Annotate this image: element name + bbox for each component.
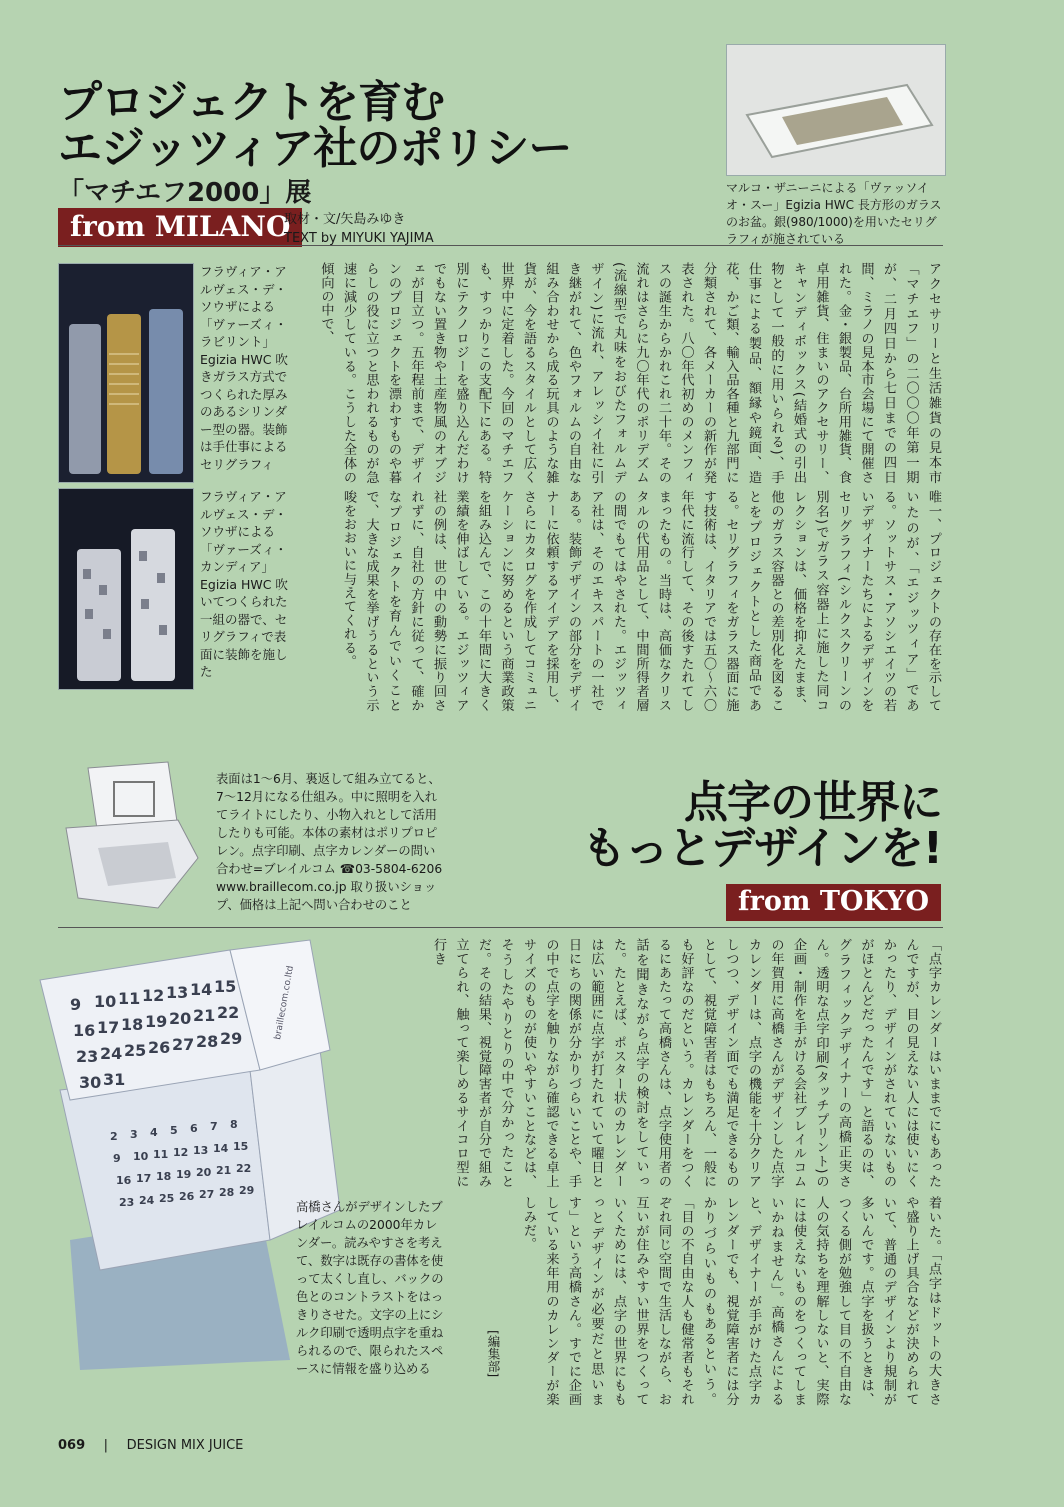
cube-day-number: 20 [169,1009,192,1028]
milano-title-line2: エジッツィア社のポリシー [58,123,572,175]
glass-tray-caption: マルコ・ザニーニによる「ヴァッソイオ・スー」Egizia HWC 長方形のガラスのお盆。銀(980/1000)を用いたセリグラフィが施されている [726,181,942,246]
cube-day-number: 18 [156,1170,172,1183]
credit-en: TEXT by MIYUKI YAJIMA [284,231,434,246]
cube-day-number: 2 [110,1130,118,1143]
glass-tray-photo [726,44,946,176]
cube-day-number: 17 [136,1172,152,1185]
milano-title [58,77,572,175]
cube-day-number: 19 [176,1168,192,1181]
milano-body-upper-cont [296,262,596,484]
cube-day-number: 22 [236,1162,252,1175]
cube-day-number: 14 [213,1142,229,1155]
cube-day-number: 26 [148,1038,171,1057]
cube-day-number: 14 [190,980,213,999]
candia-caption: フラヴィア・アルヴェス・デ・ソウザによる「ヴァーズィ・カンディア」Egizia HWC 吹いてつくられた一組の器で、セリグラフィで表面に装飾を施した [200,489,288,679]
cube-brand-text: braillecom.co.ltd [273,964,296,1041]
braille-box-photo [58,758,208,918]
page-footer [58,1438,243,1453]
milano-body-upper: アクセサリーと生活雑貨の見本市「マチエフ」の二〇〇〇年第一期が、二月四日から七日までの四日間、ミラノの見本市会場にて開催された。金・銀製品、台所用雑貨、食卓用雑貨、住まいのアクセサリー、キャンディボックス(結婚式の引出物として一般的に用いられる)、手仕事による製品、額縁や鏡面、造花、かご類、輸入品各種と九部門に分類されて、各メーカーの新作が発表された。八〇年代初めのメンフィスの誕生からかれこれ二十年。その流れはさらに九〇年代のポリデズム(流線型で丸味をおびたフォルムデザイン)に流れ、アレッシイ社に引き継がれて、色やフォルムの自由な組み合わせから成る玩具のような雑貨が、今を語るスタイルとして広く世界中に定着した。今回のマチエフも、すっかりこの支配下にある。特別にテクノロジーを盛り込んだわけでもない置き物や土産物風のオブジェが目立つ。五年程前まで、デザインのプロジェクトを漂わすものや暮らしの役に立つと思われるものが急速に減少している。こうした全体の傾向の中で、 [318,262,941,484]
cube-day-number: 18 [121,1015,144,1034]
cube-day-number: 24 [100,1044,123,1063]
tokyo-title-line2: もっとデザインを! [582,823,942,875]
cube-day-number: 13 [166,983,189,1002]
cube-day-number: 29 [220,1029,243,1048]
cube-day-number: 16 [73,1021,96,1040]
cube-day-number: 24 [139,1194,155,1207]
cube-day-number: 12 [173,1146,189,1159]
cube-day-number: 15 [214,977,237,996]
cube-day-number: 25 [124,1041,147,1060]
cube-day-number: 12 [142,986,165,1005]
from-tokyo-tag: from TOKYO [726,884,941,921]
cube-calendar-photo [40,940,340,1370]
cube-day-number: 8 [230,1118,238,1131]
milano-credit [284,210,434,248]
cube-day-number: 28 [196,1032,219,1051]
cube-day-number: 7 [210,1120,218,1133]
cube-day-number: 5 [170,1124,178,1137]
cube-day-number: 20 [196,1166,212,1179]
cube-day-number: 22 [217,1003,240,1022]
tokyo-title [582,777,942,875]
footer-separator: | [103,1438,109,1453]
cube-day-number: 23 [119,1196,135,1209]
tokyo-body-upper: 「点字カレンダーはいままでにもあったんですが、目の見えない人には使いにくかったり、デザインがされていないものがほとんどだったんです」と語るのは、グラフィックデザイナーの高橋正実さん。透明な点字印刷(タッチプリント)の企画・制作を手がける会社ブレイルコムの年賀用に高橋さんがデザインした点字カレンダーは、点字の機能を十分クリアしつつ、デザイン面でも満足できるものとして、視覚障害者はもちろん、一般にも好評なのだという。カレンダーをつくるにあたって高橋さんは、点字使用者の話を聞きながら点字の検討をしていった。たとえば、ポスター状のカレンダーは広い範囲に点字が打たれていて曜日と日にちの関係が分かりづらいことや、手の中で点字を触りながら確認できる卓上サイズのものが使いやすいことなどは、そうしたやりとりの中で分かったことだ。その結果、視覚障害者が自分で組み立てられ、触って楽しめるサイコロ型に行き [431,938,941,1188]
cube-day-number: 11 [118,989,141,1008]
cube-day-number: 26 [179,1190,195,1203]
cube-day-number: 28 [219,1186,235,1199]
cube-day-number: 10 [133,1150,149,1163]
cube-day-number: 21 [216,1164,232,1177]
tokyo-title-line1: 点字の世界に [684,777,942,828]
candia-vases-photo [58,488,194,690]
magazine-name: DESIGN MIX JUICE [126,1438,244,1453]
cube-day-number: 15 [233,1140,249,1153]
page-number: 069 [58,1438,86,1453]
cube-day-number: 23 [76,1047,99,1066]
cube-day-number: 21 [193,1006,216,1025]
cube-day-number: 10 [94,992,117,1011]
cube-day-number: 13 [193,1144,209,1157]
labirinto-vases-photo [58,263,194,483]
cube-day-number: 30 [79,1073,102,1092]
cube-day-number: 25 [159,1192,175,1205]
milano-title-line1: プロジェクトを育む [58,77,445,128]
milano-subtitle: 「マチエフ2000」展 [58,178,312,208]
credit-jp: 取材・文/矢島みゆき [284,212,406,227]
cube-day-number: 11 [153,1148,169,1161]
cube-day-number: 4 [150,1126,158,1139]
braille-box-caption: 表面は1〜6月、裏返して組み立てると、7〜12月になる仕組み。中に照明を入れてライトにしたり、小物入れとして活用したりも可能。本体の素材はポリプロピレン。点字印刷、点字カレンダーの問い合わせ=ブレイルコム ☎03-5804-6206 www.braillecom.co.jp 取り扱いショップ、価格は上記へ問い合わせのこと [216,772,443,912]
cube-day-number: 27 [172,1035,195,1054]
cube-day-number: 9 [70,995,82,1014]
from-milano-tag: from MILANO [58,208,302,247]
tokyo-body-lower: 着いた。「点字はドットの大きさや盛り上げ具合などが決められていて、普通のデザインより規制が多いんです。点字を扱うときは、つくる側が勉強して目の不自由な人の気持ちを理解しないと、実際には使えないものをつくってしまいかねません」。高橋さんによると、デザイナーが手がけた点字カレンダーでも、視覚障害者には分かりづらいものもあるという。「目の不自由な人も健常者もそれぞれ同じ空間で生活しながら、お互いが住みやすい世界をつくっていくためには、点字の世界にももっとデザインが必要だと思います」という高橋さん。すでに企画している来年用のカレンダーが楽しみだ。 [521,1196,941,1406]
cube-day-number: 9 [113,1152,121,1165]
cube-day-number: 27 [199,1188,215,1201]
labirinto-caption: フラヴィア・アルヴェス・デ・ソウザによる「ヴァーズィ・ラビリント」Egizia HWC 吹きガラス方式でつくられた厚みのあるシリンダー型の器。装飾は手仕事によるセリグラフィ [200,264,288,472]
cube-day-number: 17 [97,1018,120,1037]
cube-day-number: 6 [190,1122,198,1135]
editor-credit: [編集部] [486,1330,501,1378]
tokyo-divider [58,927,943,928]
cube-day-number: 29 [239,1184,255,1197]
cube-day-number: 31 [103,1070,126,1089]
cube-day-number: 3 [130,1128,138,1141]
cube-day-number: 16 [116,1174,132,1187]
cube-calendar-caption: 高橋さんがデザインしたブレイルコムの2000年カレンダー。読みやすさを考えて、数字は既存の書体を使って太くし直し、バックの色とのコントラストをはっきりさせた。文字の上にシルク印刷で透明点字を重ねられるので、限られたスペースに情報を盛り込める [296,1200,444,1376]
milano-body-lower: 唯一、プロジェクトの存在を示していたのが、「エジッツィア」である。ソットサス・アソシエイツの若いデザイナーたちによるデザインをセリグラフィ(シルクスクリーンの別名)でガラス容器上に施した同コレクションは、価格を抑えたまま、他のガラス容器との差別化を図ることをプロジェクトとした商品である。セリグラフィをガラス器面に施す技術は、イタリアでは五〇〜六〇年代に流行して、その後すたれてしまったもの。当時は、高価なクリスタルの代用品として、中間所得者層の間でもてはやされた。エジッツィア社は、そのエキスパートの一社である。装飾デザインの部分をデザイナーに依頼するアイデアを採用し、さらにカタログを作成してコミュニケーションに努めるという商業政策を組み込んで、この十年間に大きく業績を伸ばしている。エジッツィア社の例は、世の中の動勢に振り回されずに、自社の方針に従って、確かなプロジェクトを育んでいくことで、大きな成果を挙げうるという示唆をおおいに与えてくれる。 [341,490,941,712]
cube-day-number: 19 [145,1012,168,1031]
